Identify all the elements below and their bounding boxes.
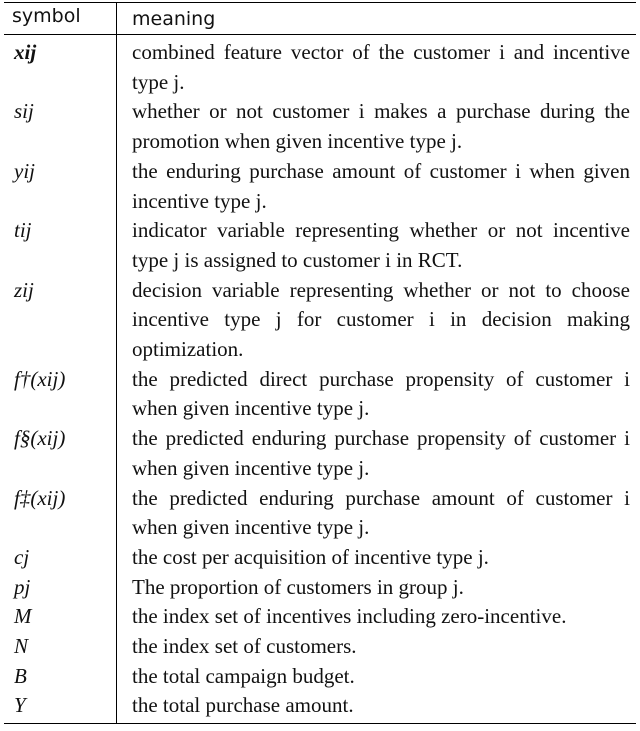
table-row (4, 97, 636, 156)
meaning-cell: indicator variable representing whether or not incentive type j is assigned to customer i in RCT. (132, 218, 630, 272)
symbol-cell: pj (4, 573, 117, 603)
symbol-cell: sij (4, 97, 117, 156)
meaning-cell: the index set of customers. (132, 634, 357, 659)
table-row (4, 662, 636, 692)
meaning-cell: the cost per acquisition of incentive type j. (132, 544, 489, 569)
table-row (4, 276, 636, 365)
meaning-cell: combined feature vector of the customer i and incentive type j. (132, 40, 630, 94)
symbol-cell: f‡(xij) (4, 484, 117, 543)
meaning-cell: The proportion of customers in group j. (132, 574, 464, 599)
table-row (4, 573, 636, 603)
header-row (4, 3, 636, 35)
symbol-cell: M (4, 602, 117, 632)
table-row (4, 632, 636, 662)
table-row (4, 691, 636, 723)
table-row (4, 424, 636, 483)
symbol-cell: yij (4, 157, 117, 216)
table-row (4, 216, 636, 275)
meaning-column-header: meaning (117, 3, 637, 35)
meaning-cell: the enduring purchase amount of customer i when given incentive type j. (132, 158, 630, 213)
symbol-cell: xij (4, 35, 117, 98)
symbol-cell: cj (4, 543, 117, 573)
meaning-cell: whether or not customer i makes a purchase during the promotion when given incentive type j. (132, 99, 630, 154)
symbol-cell: zij (4, 276, 117, 365)
symbol-cell: tij (4, 216, 117, 275)
symbol-cell: f†(xij) (4, 365, 117, 424)
table-row (4, 157, 636, 216)
table-row (4, 35, 636, 98)
table-row (4, 543, 636, 573)
symbol-cell: f§(xij) (4, 424, 117, 483)
meaning-cell: decision variable representing whether or not to choose incentive type j for customer i in decision making optimization. (132, 277, 630, 362)
notation-table (4, 2, 636, 724)
table-row (4, 484, 636, 543)
symbol-cell: Y (4, 691, 117, 723)
symbol-cell: B (4, 662, 117, 692)
symbol-column-header: symbol (4, 3, 117, 35)
meaning-cell: the total campaign budget. (132, 663, 355, 688)
meaning-cell: the predicted enduring purchase amount of customer i when given incentive type j. (132, 485, 630, 540)
meaning-cell: the predicted enduring purchase propensity of customer i when given incentive type j. (132, 426, 630, 480)
meaning-cell: the predicted direct purchase propensity of customer i when given incentive type j. (132, 366, 630, 421)
symbol-cell: N (4, 632, 117, 662)
meaning-cell: the total purchase amount. (117, 691, 637, 723)
table-row (4, 602, 636, 632)
meaning-cell: the index set of incentives including zero-incentive. (132, 604, 567, 629)
table-row (4, 365, 636, 424)
